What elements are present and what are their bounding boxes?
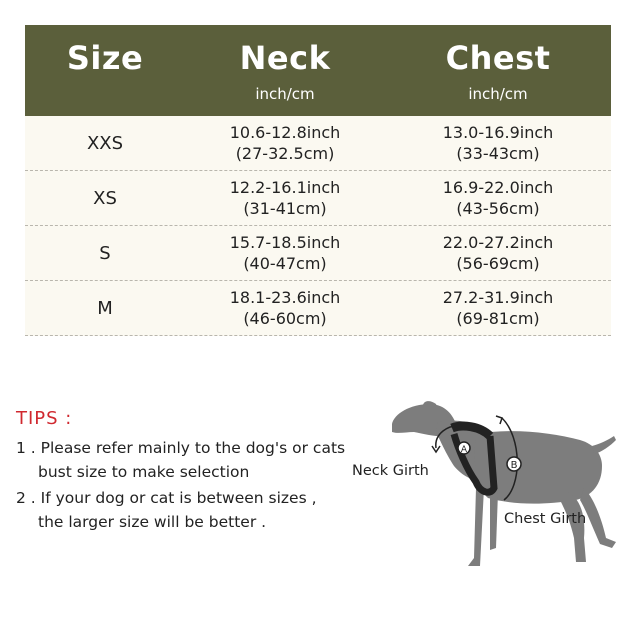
svg-text:A: A xyxy=(460,445,468,455)
dog-silhouette xyxy=(392,401,616,566)
neck-inch: 12.2-16.1inch xyxy=(229,178,341,197)
neck-inch: 10.6-12.8inch xyxy=(229,123,341,142)
marker-b xyxy=(507,457,521,471)
size-cell: S xyxy=(99,242,111,264)
chest-inch: 13.0-16.9inch xyxy=(442,123,554,142)
table-header xyxy=(25,25,611,116)
chest-inch: 27.2-31.9inch xyxy=(442,288,554,307)
neck-cell xyxy=(185,226,385,280)
neck-cm: (40-47cm) xyxy=(243,254,327,273)
neck-girth-label: Neck Girth xyxy=(352,463,429,479)
chest-unit: inch/cm xyxy=(468,85,528,103)
table-row xyxy=(25,171,611,226)
neck-inch: 15.7-18.5inch xyxy=(229,233,341,252)
size-chart-table xyxy=(25,25,611,336)
marker-a xyxy=(458,442,470,455)
chest-cm: (69-81cm) xyxy=(456,309,540,328)
chest-cell xyxy=(385,171,611,225)
size-cell: XXS xyxy=(86,132,124,154)
neck-cell xyxy=(185,116,385,170)
tip-2-line-1: 2 . If your dog or cat is between sizes , xyxy=(16,489,317,507)
chest-girth-label: Chest Girth xyxy=(504,511,587,527)
svg-text:B: B xyxy=(510,460,518,471)
chest-cell xyxy=(385,116,611,170)
size-cell: M xyxy=(97,297,113,319)
chest-cm: (43-56cm) xyxy=(456,199,540,218)
neck-cm: (46-60cm) xyxy=(243,309,327,328)
chest-inch: 16.9-22.0inch xyxy=(442,178,554,197)
tips-title: TIPS : xyxy=(16,408,73,429)
size-header: Size xyxy=(66,39,144,77)
chest-cm: (56-69cm) xyxy=(456,254,540,273)
chest-inch: 22.0-27.2inch xyxy=(442,233,554,252)
tip-2-line-2: the larger size will be better . xyxy=(38,513,267,531)
chest-header: Chest xyxy=(445,39,551,77)
neck-cm: (27-32.5cm) xyxy=(235,144,335,163)
neck-inch: 18.1-23.6inch xyxy=(229,288,341,307)
neck-cell xyxy=(185,171,385,225)
chest-cm: (33-43cm) xyxy=(456,144,540,163)
table-row xyxy=(25,116,611,171)
chest-cell xyxy=(385,281,611,335)
tip-1-line-1: 1 . Please refer mainly to the dog's or cats xyxy=(16,439,346,457)
dog-harness-illustration xyxy=(380,388,625,578)
neck-cell xyxy=(185,281,385,335)
neck-cm: (31-41cm) xyxy=(243,199,327,218)
table-row xyxy=(25,226,611,281)
size-cell: XS xyxy=(93,187,117,209)
chest-cell xyxy=(385,226,611,280)
neck-unit: inch/cm xyxy=(255,85,315,103)
table-row xyxy=(25,281,611,336)
neck-header: Neck xyxy=(239,39,331,77)
tip-1-line-2: bust size to make selection xyxy=(38,463,250,481)
